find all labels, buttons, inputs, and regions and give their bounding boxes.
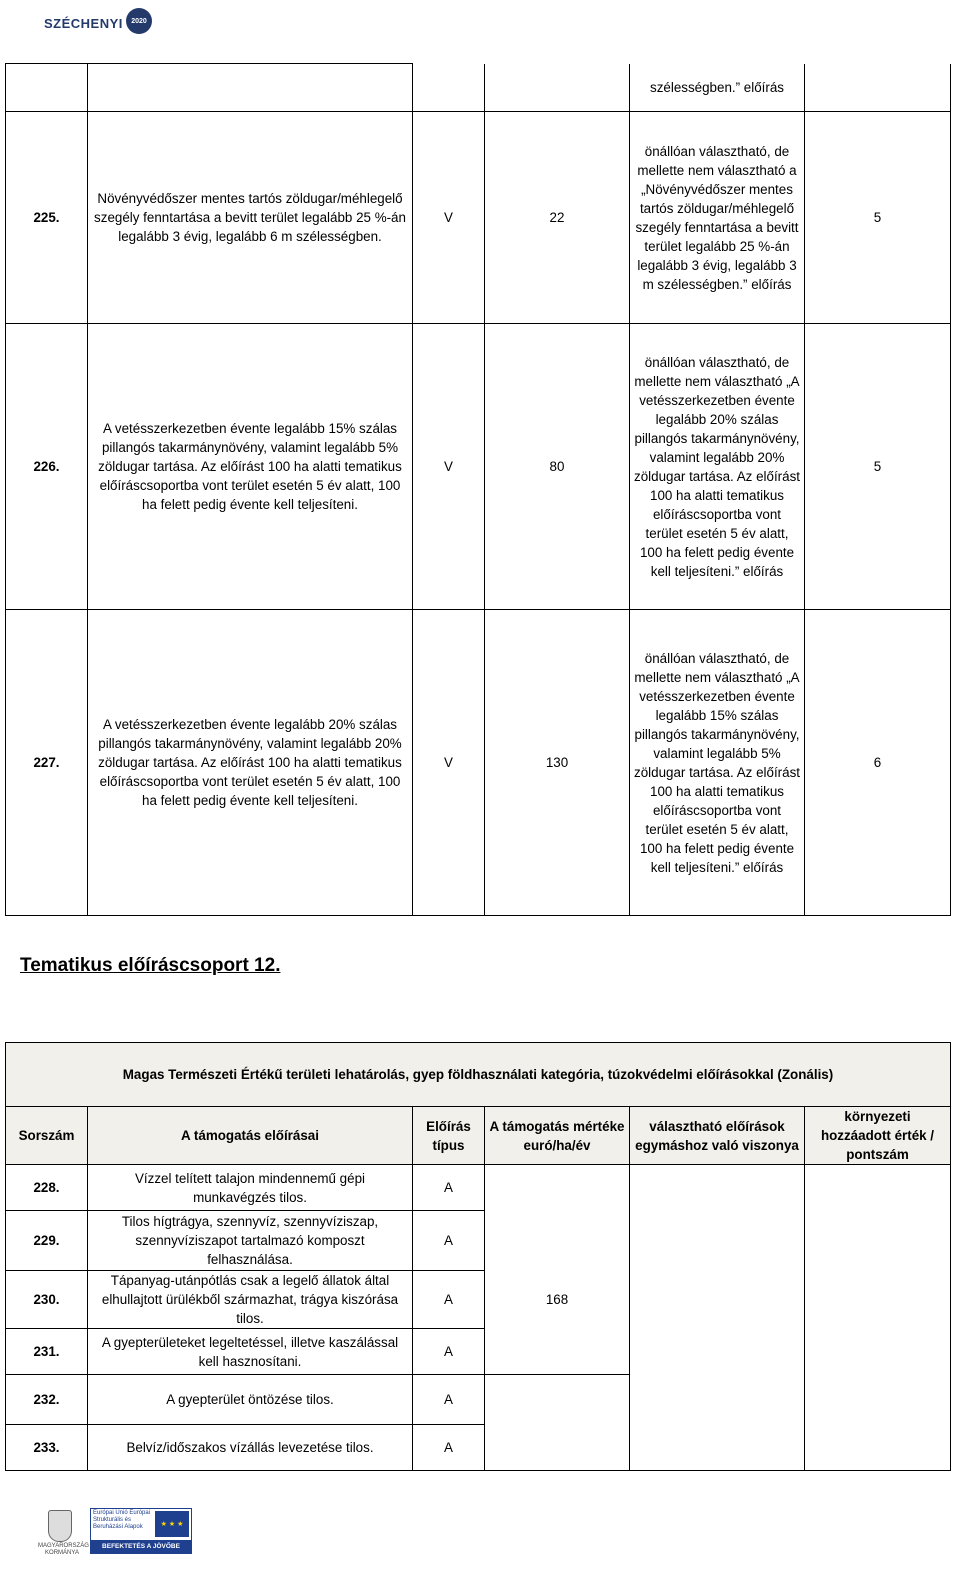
- requirements-table-12: [5, 1042, 951, 1471]
- footer-logos: [34, 1508, 194, 1563]
- eu-flag-icon: ★ ★ ★: [155, 1511, 189, 1537]
- choice-relation: önállóan választható, de mellette nem választható „A vetésszerkezetben évente legalább 20% szálas pillangós takarmánynövény, valamint legalább 20% zöldugar tartása. Az előírást 100 ha alatti tematikus előíráscsoportba vont terület esetén 5 év alatt, 100 ha felett pedig évente kell teljesíteni.” előírás: [630, 324, 805, 610]
- col-header-num: Sorszám: [6, 1107, 88, 1165]
- table-banner: Magas Természeti Értékű területi lehatárolás, gyep földhasználati kategória, túzokvédelmi előírásokkal (Zonális): [6, 1043, 951, 1107]
- logo-year-badge: 2020: [126, 8, 152, 34]
- col-header-desc: A támogatás előírásai: [88, 1107, 413, 1165]
- table-row: [6, 112, 951, 324]
- requirement-type: A: [413, 1375, 485, 1425]
- requirement-text: Növényvédőszer mentes tartós zöldugar/méhlegelő szegély fenntartása a bevitt terület legalább 25 %-án legalább 3 évig, legalább 6 m szélességben.: [88, 112, 413, 324]
- table-row: [6, 324, 951, 610]
- row-number: 229.: [6, 1211, 88, 1271]
- requirement-text: A vetésszerkezetben évente legalább 15% szálas pillangós takarmánynövény, valamint legalább 5% zöldugar tartása. Az előírást 100 ha alatti tematikus előíráscsoportba vont terület esetén 5 év alatt, 100 ha felett pedig évente kell teljesíteni.: [88, 324, 413, 610]
- table-header-row: [6, 1107, 951, 1165]
- eu-label: Európai Unió Európai Strukturális és Beruházási Alapok: [93, 1510, 151, 1530]
- support-amount: 168: [485, 1165, 630, 1375]
- requirement-type: A: [413, 1329, 485, 1375]
- logo-text: SZÉCHENYI: [44, 16, 123, 31]
- col-header-choice: választható előírások egymáshoz való viszonya: [630, 1107, 805, 1165]
- requirement-text: Tilos hígtrágya, szennyvíz, szennyvíziszap, szennyvíziszapot tartalmazó komposzt felhasználása.: [88, 1211, 413, 1271]
- row-number: 228.: [6, 1165, 88, 1211]
- section-heading: Tematikus előíráscsoport 12.: [20, 955, 281, 976]
- requirement-text: A gyepterület öntözése tilos.: [88, 1375, 413, 1425]
- requirement-type: V: [413, 324, 485, 610]
- points: [805, 1165, 951, 1471]
- row-number: 225.: [6, 112, 88, 324]
- support-amount: 130: [485, 610, 630, 916]
- row-number: 232.: [6, 1375, 88, 1425]
- requirement-type: A: [413, 1271, 485, 1329]
- requirement-type: V: [413, 112, 485, 324]
- col-header-amount: A támogatás mértéke euró/ha/év: [485, 1107, 630, 1165]
- row-number: 233.: [6, 1425, 88, 1471]
- col-header-points: környezeti hozzáadott érték / pontszám: [805, 1107, 951, 1165]
- requirement-text: Vízzel telített talajon mindennemű gépi munkavégzés tilos.: [88, 1165, 413, 1211]
- points: 5: [805, 324, 951, 610]
- coat-of-arms-icon: [48, 1510, 72, 1542]
- choice-relation: [630, 1165, 805, 1471]
- row-number: 231.: [6, 1329, 88, 1375]
- choice-cell: szélességben.” előírás: [630, 64, 805, 112]
- choice-relation: önállóan választható, de mellette nem választható „A vetésszerkezetben évente legalább 15% szálas pillangós takarmánynövény, valamint legalább 5% zöldugar tartása. Az előírást 100 ha alatti tematikus előíráscsoportba vont terület esetén 5 év alatt, 100 ha felett pedig évente kell teljesíteni.” előírás: [630, 610, 805, 916]
- table-row: [6, 1165, 951, 1211]
- choice-relation: önállóan választható, de mellette nem választható a „Növényvédőszer mentes tartós zöldugar/méhlegelő szegély fenntartása a bevitt terület legalább 25 %-án legalább 3 évig, legalább 3 m szélességben.” előírás: [630, 112, 805, 324]
- row-number: 226.: [6, 324, 88, 610]
- points: 6: [805, 610, 951, 916]
- requirement-type: A: [413, 1165, 485, 1211]
- points: 5: [805, 112, 951, 324]
- eu-funds-logo: [90, 1508, 192, 1554]
- col-header-type: Előírás típus: [413, 1107, 485, 1165]
- row-number: 230.: [6, 1271, 88, 1329]
- requirement-text: Belvíz/időszakos vízállás levezetése tilos.: [88, 1425, 413, 1471]
- government-label: MAGYARORSZÁG KORMÁNYA: [38, 1543, 89, 1556]
- requirement-type: V: [413, 610, 485, 916]
- table-banner-row: [6, 1043, 951, 1107]
- requirements-table-continued: [5, 63, 951, 916]
- szechenyi-2020-logo: [44, 8, 154, 44]
- row-number: 227.: [6, 610, 88, 916]
- support-amount: 80: [485, 324, 630, 610]
- table-row: [6, 64, 951, 112]
- requirement-text: Tápanyag-utánpótlás csak a legelő állatok által elhullajtott ürülékből származhat, trágya kiszórása tilos.: [88, 1271, 413, 1329]
- hungarian-government-logo: [38, 1510, 89, 1558]
- eu-banner: BEFEKTETÉS A JÖVŐBE: [91, 1540, 191, 1553]
- support-amount: 22: [485, 112, 630, 324]
- requirement-text: A gyepterületeket legeltetéssel, illetve kaszálással kell hasznosítani.: [88, 1329, 413, 1375]
- requirement-type: A: [413, 1211, 485, 1271]
- requirement-type: A: [413, 1425, 485, 1471]
- requirement-text: A vetésszerkezetben évente legalább 20% szálas pillangós takarmánynövény, valamint legalább 20% zöldugar tartása. Az előírást 100 ha alatti tematikus előíráscsoportba vont terület esetén 5 év alatt, 100 ha felett pedig évente kell teljesíteni.: [88, 610, 413, 916]
- table-row: [6, 610, 951, 916]
